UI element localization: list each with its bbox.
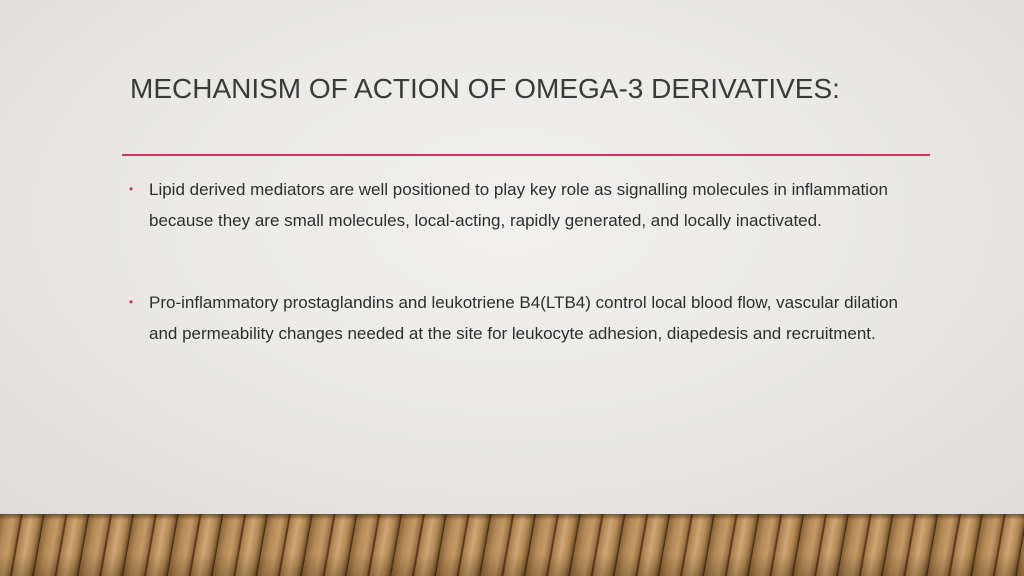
bullet-item [128,287,918,349]
bullet-text: Pro-inflammatory prostaglandins and leukotriene B4(LTB4) control local blood flow, vascular dilation and permeability changes needed at the site for leukocyte adhesion, diapedesis and recruitment. [149,293,899,343]
bullet-item [128,174,918,236]
bullet-dot-icon: • [129,295,134,309]
bullet-dot-icon: • [129,182,134,196]
bullet-list [128,174,918,349]
slide-title: MECHANISM OF ACTION OF OMEGA-3 DERIVATIVES: [130,73,840,104]
wooden-floor [0,514,1024,576]
bullet-text: Lipid derived mediators are well positioned to play key role as signalling molecules in inflammation because they are small molecules, local-acting, rapidly generated, and locally inactivated. [149,180,888,230]
title-divider [122,154,930,156]
